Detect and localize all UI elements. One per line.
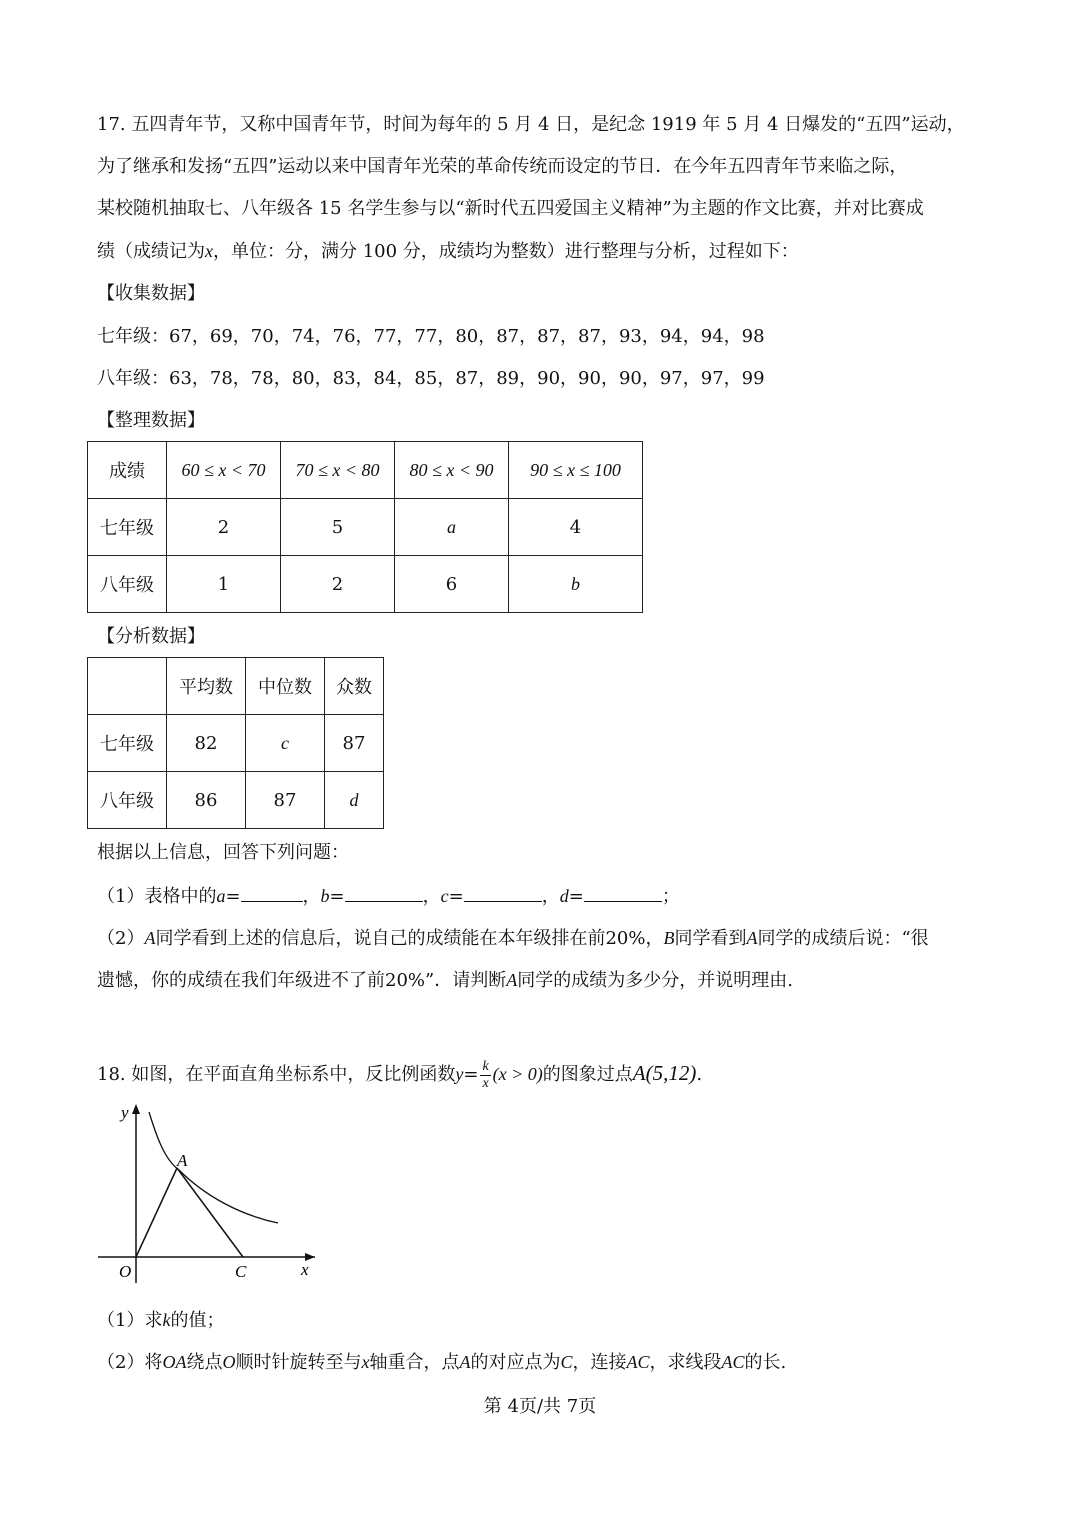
table2-cell: 87 bbox=[246, 772, 325, 829]
var-x: x bbox=[205, 241, 213, 261]
table1-cell: b bbox=[509, 556, 643, 613]
var-OA: OA bbox=[162, 1352, 187, 1372]
comma: ， bbox=[541, 886, 560, 907]
var-A: A bbox=[506, 970, 518, 990]
var-A: A bbox=[144, 928, 156, 948]
q17-part2-line2 bbox=[97, 968, 793, 993]
table1-cell: 1 bbox=[167, 556, 281, 613]
s1-b: 的值； bbox=[170, 1310, 225, 1331]
var-B: B bbox=[663, 928, 675, 948]
var-c: c bbox=[440, 886, 449, 906]
table2-row bbox=[88, 715, 384, 772]
var-A: A bbox=[459, 1352, 471, 1372]
table2-cell: 82 bbox=[167, 715, 246, 772]
table1-header-cell: 90 ≤ x ≤ 100 bbox=[509, 442, 643, 499]
table1-header-cell: 80 ≤ x < 90 bbox=[395, 442, 509, 499]
table2-cell: 七年级 bbox=[88, 715, 167, 772]
q2-b: 同学看到上述的信息后，说自己的成绩能在本年级排在前20%， bbox=[155, 928, 664, 949]
answer-blank-c[interactable] bbox=[464, 883, 542, 902]
s1-a: （1）求 bbox=[97, 1310, 163, 1331]
q17-line2: 为了继承和发扬“五四”运动以来中国青年光荣的革命传统而设定的节日．在今年五四青年节来临之际， bbox=[97, 156, 908, 177]
table2-header-cell: 平均数 bbox=[167, 658, 246, 715]
frequency-table bbox=[87, 441, 643, 613]
label-x: x bbox=[301, 1260, 309, 1279]
s2-e: 的对应点为 bbox=[470, 1352, 561, 1373]
label-A: A bbox=[177, 1151, 188, 1170]
q17-prompt: 根据以上信息，回答下列问题： bbox=[97, 842, 349, 863]
table1-cell: 七年级 bbox=[88, 499, 167, 556]
table1-cell: 6 bbox=[395, 556, 509, 613]
statistics-table bbox=[87, 657, 384, 829]
var-y: y bbox=[455, 1064, 464, 1084]
answer-blank-a[interactable] bbox=[241, 883, 303, 902]
label-y: y bbox=[121, 1103, 129, 1122]
q2-e: 遗憾，你的成绩在我们年级进不了前20%”．请判断 bbox=[97, 970, 507, 991]
table2-cell: 86 bbox=[167, 772, 246, 829]
q17-part1 bbox=[97, 883, 680, 909]
comma: ， bbox=[302, 886, 321, 907]
s2-b: 绕点 bbox=[186, 1352, 223, 1373]
y-axis-arrow bbox=[132, 1104, 140, 1114]
var-A: A bbox=[746, 928, 758, 948]
answer-blank-d[interactable] bbox=[584, 883, 662, 902]
var-a: a bbox=[216, 886, 226, 906]
eq-sign: = bbox=[329, 886, 345, 907]
table1-cell: 2 bbox=[167, 499, 281, 556]
coordinate-figure bbox=[95, 1098, 325, 1288]
table1-header-cell: 70 ≤ x < 80 bbox=[281, 442, 395, 499]
q18-intro bbox=[97, 1056, 702, 1092]
eq-sign: = bbox=[568, 886, 584, 907]
q2-d: 同学的成绩后说：“很 bbox=[757, 928, 929, 949]
collect-heading: 【收集数据】 bbox=[97, 283, 205, 304]
var-AC: AC bbox=[626, 1352, 650, 1372]
table1-header-cell: 成绩 bbox=[88, 442, 167, 499]
label-C: C bbox=[235, 1262, 247, 1281]
organize-heading: 【整理数据】 bbox=[97, 410, 205, 431]
period: . bbox=[696, 1064, 703, 1085]
table2-cell: d bbox=[325, 772, 384, 829]
var-x: x bbox=[361, 1352, 370, 1372]
s2-a: （2）将 bbox=[97, 1352, 163, 1373]
q2-f: 同学的成绩为多少分，并说明理由. bbox=[517, 970, 793, 991]
s2-g: ，求线段 bbox=[649, 1352, 722, 1373]
table1-cell: 八年级 bbox=[88, 556, 167, 613]
table1-header-cell: 60 ≤ x < 70 bbox=[167, 442, 281, 499]
comma: ， bbox=[422, 886, 441, 907]
end-mark: ； bbox=[661, 886, 680, 907]
var-AC: AC bbox=[721, 1352, 745, 1372]
grade8-data: 八年级：63，78，78，80，83，84，85，87，89，90，90，90，97，97，99 bbox=[97, 368, 765, 389]
var-b: b bbox=[320, 886, 330, 906]
var-O: O bbox=[222, 1352, 236, 1372]
segment-AC bbox=[177, 1168, 243, 1257]
var-d: d bbox=[559, 886, 569, 906]
point-A: A(5,12) bbox=[632, 1061, 697, 1085]
q17-line3: 某校随机抽取七、八年级各 15 名学生参与以“新时代五四爱国主义精神”为主题的作文比赛，并对比赛成 bbox=[97, 198, 924, 219]
s2-c: 顺时针旋转至与 bbox=[235, 1352, 362, 1373]
q1-prefix: （1）表格中的 bbox=[97, 886, 217, 907]
table2-cell: 87 bbox=[325, 715, 384, 772]
table2-cell: c bbox=[246, 715, 325, 772]
table1-row bbox=[88, 499, 643, 556]
q18-intro-a: 18. 如图，在平面直角坐标系中，反比例函数 bbox=[97, 1064, 456, 1085]
hyperbola-curve bbox=[149, 1112, 278, 1223]
frac-denominator: x bbox=[482, 1075, 489, 1091]
eq-sign: = bbox=[225, 886, 241, 907]
domain-condition: (x > 0) bbox=[492, 1064, 543, 1084]
table2-row bbox=[88, 772, 384, 829]
q18-intro-b: 的图象过点 bbox=[542, 1064, 633, 1085]
table1-cell: 5 bbox=[281, 499, 395, 556]
eq-sign: = bbox=[448, 886, 464, 907]
q17-line4 bbox=[97, 239, 799, 264]
q18-part2 bbox=[97, 1350, 786, 1375]
q2-c: 同学看到 bbox=[674, 928, 747, 949]
q17-part2-line1 bbox=[97, 926, 929, 951]
answer-blank-b[interactable] bbox=[345, 883, 423, 902]
var-k: k bbox=[162, 1310, 171, 1330]
table1-cell: 2 bbox=[281, 556, 395, 613]
fraction-k-over-x bbox=[480, 1059, 490, 1092]
analyze-heading: 【分析数据】 bbox=[97, 626, 205, 647]
q2-a: （2） bbox=[97, 928, 145, 949]
table2-header-cell: 中位数 bbox=[246, 658, 325, 715]
var-C: C bbox=[560, 1352, 573, 1372]
table1-cell: a bbox=[395, 499, 509, 556]
table1-cell: 4 bbox=[509, 499, 643, 556]
table2-header-cell: 众数 bbox=[325, 658, 384, 715]
s2-f: ，连接 bbox=[572, 1352, 627, 1373]
s2-d: 轴重合，点 bbox=[369, 1352, 460, 1373]
s2-h: 的长. bbox=[744, 1352, 787, 1373]
table2-header-cell bbox=[88, 658, 167, 715]
segment-OA bbox=[136, 1168, 177, 1257]
table2-cell: 八年级 bbox=[88, 772, 167, 829]
frac-numerator: k bbox=[482, 1058, 489, 1074]
q17-line4-b: ，单位：分，满分 100 分，成绩均为整数）进行整理与分析，过程如下： bbox=[213, 241, 799, 262]
q17-line4-a: 绩（成绩记为 bbox=[97, 241, 205, 262]
page-footer: 第 4页/共 7页 bbox=[483, 1396, 597, 1417]
label-O: O bbox=[119, 1262, 132, 1281]
eq-sign: = bbox=[463, 1064, 479, 1085]
q17-line1: 17. 五四青年节，又称中国青年节，时间为每年的 5 月 4 日，是纪念 1919 年 5 月 4 日爆发的“五四”运动， bbox=[97, 114, 965, 135]
table1-row bbox=[88, 556, 643, 613]
q18-part1 bbox=[97, 1308, 224, 1333]
grade7-data: 七年级：67，69，70，74，76，77，77，80，87，87，87，93，94，94，98 bbox=[97, 326, 765, 347]
